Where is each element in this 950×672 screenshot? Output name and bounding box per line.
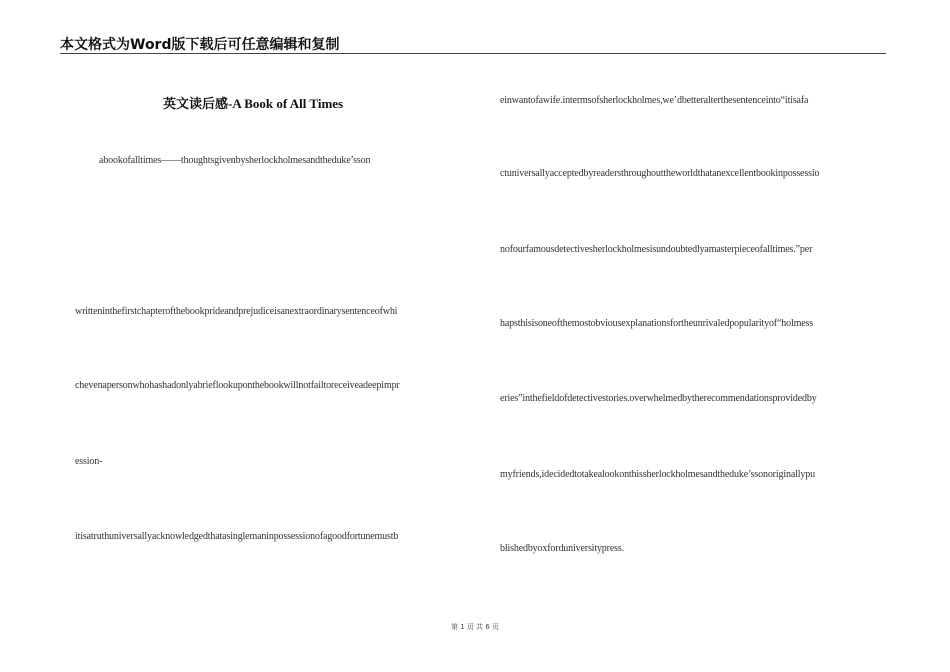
- text-line: ession-: [75, 456, 103, 467]
- left-column: [75, 0, 465, 672]
- text-line: itisatruthuniversallyacknowledgedthatasinglemaninpossessionofagoodfortunemustb: [75, 531, 399, 542]
- page-number: 第 1 页 共 6 页: [450, 623, 500, 631]
- text-line: eries”inthefieldofdetectivestories.overwhelmedbytherecommendationsprovidedby: [500, 393, 817, 404]
- text-line: nofourfamousdetectivesherlockholmesisundoubtedlyamasterpieceofalltimes.”per: [500, 244, 813, 255]
- text-line: myfriends,idecidedtotakealookonthissherlockholmesandtheduke’ssonoriginallypu: [500, 469, 815, 480]
- document-title: 英文读后感-A Book of All Times: [163, 96, 344, 111]
- right-column: [500, 0, 890, 672]
- text-line: chevenapersonwhohashadonlyabrieflookuponthebookwillnotfailtoreceiveadeepimpr: [75, 380, 400, 391]
- text-line: abookofalltimes——thoughtsgivenbysherlockholmesandtheduke’sson: [99, 155, 371, 166]
- text-line: ctuniversallyacceptedbyreadersthroughouttheworldthatanexcellentbookinpossessio: [500, 168, 820, 179]
- text-line: hapsthisisoneofthemostobviousexplanationsfortheunrivaledpopularityof“holmess: [500, 318, 813, 329]
- text-line: blishedbyoxforduniversitypress.: [500, 543, 624, 554]
- header-text: 本文格式为Word版下载后可任意编辑和复制: [60, 37, 340, 53]
- text-line: writteninthefirstchapterofthebookprideandprejudiceisanextraordinarysentenceofwhi: [75, 306, 398, 317]
- text-line: einwantofawife.intermsofsherlockholmes,we’dbetteralterthesentenceinto“itisafa: [500, 95, 809, 106]
